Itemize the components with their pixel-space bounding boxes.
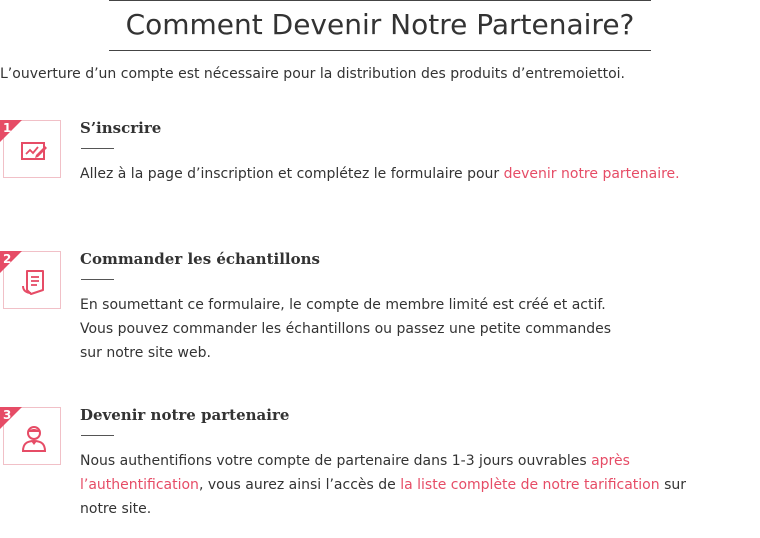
page-title-container [109, 0, 651, 51]
intro-text: L’ouverture d’un compte est nécessaire pour la distribution des produits d’entremoiettoi. [0, 66, 625, 82]
step-2-body-line: sur notre site web. [80, 345, 211, 361]
step-3-body [80, 449, 700, 521]
step-1-body [80, 162, 700, 186]
page-title: Comment Devenir Notre Partenaire? [125, 8, 635, 41]
step-3-body-text: Nous authentifions votre compte de partenaire dans 1-3 jours ouvrables [80, 453, 592, 469]
become-partner-link[interactable]: devenir notre partenaire. [503, 166, 680, 182]
step-2-body [80, 293, 700, 365]
step-3-body-text: sur notre site. [80, 477, 686, 517]
step-3-title: Devenir notre partenaire [80, 406, 290, 424]
after-authentication-link[interactable]: après l’authentification [80, 453, 630, 493]
step-2-number-badge [0, 251, 22, 273]
step-3-body-text: , vous aurez ainsi l’accès de [198, 477, 401, 493]
step-3-number-badge [0, 407, 22, 429]
partner-person-icon [20, 424, 48, 452]
step-2-title: Commander les échantillons [80, 250, 320, 268]
step-1-number: 1 [3, 121, 12, 135]
step-1-body-text: Allez à la page d’inscription et complétez le formulaire pour [80, 166, 504, 182]
edit-form-icon [20, 137, 48, 165]
step-2-divider [81, 279, 114, 280]
step-2-body-line: Vous pouvez commander les échantillons ou passez une petite commandes [80, 321, 611, 337]
step-3-divider [81, 435, 114, 436]
step-1-title: S’inscrire [80, 119, 162, 137]
order-document-icon [20, 268, 48, 296]
step-1-number-badge [0, 120, 22, 142]
full-pricing-list-link[interactable]: la liste complète de notre tarification [400, 477, 660, 493]
step-2-number: 2 [3, 252, 12, 266]
step-3-number: 3 [3, 408, 12, 422]
step-1-divider [81, 148, 114, 149]
step-2-body-line: En soumettant ce formulaire, le compte de membre limité est créé et actif. [80, 297, 606, 313]
